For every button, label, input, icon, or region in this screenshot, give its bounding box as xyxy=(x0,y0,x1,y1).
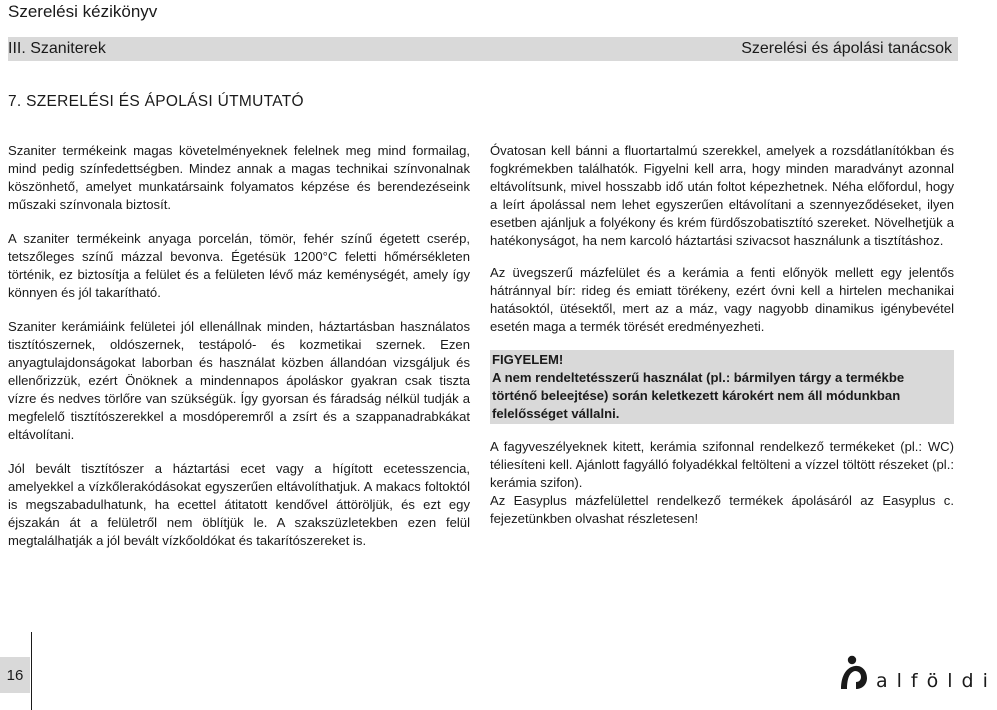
paragraph: Óvatosan kell bánni a fluortartalmú szerekkel, amelyek a rozsdátlanítókban és fogkrémekben találhatók. Figyelni kell arra, hogy minden maradványt azonnal eltávolítsunk, mivel hosszabb idő után foltot képezhetnek. Néha előfordul, hogy a leírt ápolással nem lehet egyszerűen eltávolítani a szennyeződéseket, ilyen esetben ajánljuk a folyékony és krém fürdőszobatisztító szereket. Növelhetjük a hatékonyságot, ha nem karcoló háztartási szivacsot használunk a tisztításhoz. xyxy=(490,143,954,248)
paragraph: Az Easyplus mázfelülettel rendelkező termékek ápolásáról az Easyplus c. fejezetünkben olvashat részletesen! xyxy=(490,493,954,526)
paragraph: Szaniter termékeink magas követelményeknek felelnek meg mind formailag, mind pedig színfedettségben. Mindez annak a magas technikai színvonalnak köszönhető, amelyet munkatársaink folyamatos képzése és berendezéseink műszaki színvonala biztosít. xyxy=(8,143,470,212)
chapter-header-bar xyxy=(8,37,958,61)
warning-box xyxy=(490,350,954,424)
section-heading: 7. SZERELÉSI ÉS ÁPOLÁSI ÚTMUTATÓ xyxy=(8,93,304,110)
logo-wordmark: alföldi xyxy=(876,670,997,692)
paragraph: Az üvegszerű mázfelület és a kerámia a fenti előnyök mellett egy jelentős hátránnyal bír: rideg és emiatt törékeny, ezért óvni kell a hirtelen mechanikai hatásoktól, ütésektől, mert az a máz, vagy nagyobb dinamikus igénybevétel esetén maga a termék törését eredményezheti. xyxy=(490,265,954,334)
brand-logo xyxy=(838,655,997,695)
paragraph: A szaniter termékeink anyaga porcelán, tömör, fehér színű égetett cserép, tetszőleges színű mázzal bevonva. Égetésük 1200°C feletti hőmérsékleten történik, ez biztosítja a felület és a felületen lévő máz keménységét, amely így könnyen és jól takarítható. xyxy=(8,231,470,300)
paragraph: Szaniter kerámiáink felületei jól ellenállnak minden, háztartásban használatos tisztítószernek, oldószernek, testápoló- és kozmetikai szernek. Ezen anyagtulajdonságokat laborban és használat közben állandóan vizsgáljuk és ellenőrizzük, ezért Önöknek a mindennapos ápoláskor gyakran csak tiszta vízre és nedves törlőre van szükségük. Így gyorsan és fáradság nélkül tudják a megfelelő tisztítószerekkel a mosdóperemről a zsírt és a szappanadrabkákat eltávolítani. xyxy=(8,319,470,442)
warning-text: A nem rendeltetésszerű használat (pl.: bármilyen tárgy a termékbe történő beleejtése) során keletkezett károkért nem áll módunkban felelősséget vállalni. xyxy=(492,370,905,421)
left-column xyxy=(8,142,470,566)
right-column xyxy=(490,142,954,542)
chapter-title: III. Szaniterek xyxy=(8,40,106,57)
warning-title: FIGYELEM! xyxy=(492,352,564,367)
alfoldi-logo-icon xyxy=(838,655,870,691)
section-header-title: Szerelési és ápolási tanácsok xyxy=(741,40,952,57)
page-number: 16 xyxy=(0,657,30,693)
paragraph: Jól bevált tisztítószer a háztartási ecet vagy a hígított ecetesszencia, amelyekkel a vízkőlerakódásokat egyszerűen eltávolíthatjuk. A makacs foltoktól is megszabadulhatunk, ha ecettel átitatott kendővel áttöröljük, és ezt egy éjszakán át a felületről nem öblítjük le. A szakszüzletekben ezen felül megtalálhatják a jól bevált vízkőoldókat és takarítószereket is. xyxy=(8,461,470,548)
page-margin-rule xyxy=(31,632,32,710)
paragraph: A fagyveszélyeknek kitett, kerámia szifonnal rendelkező termékeket (pl.: WC) téliesíteni kell. Ajánlott fagyálló folyadékkal feltölteni a vízzel töltött részeket (pl.: kerámia szifon). xyxy=(490,439,954,490)
book-title: Szerelési kézikönyv xyxy=(8,2,158,21)
